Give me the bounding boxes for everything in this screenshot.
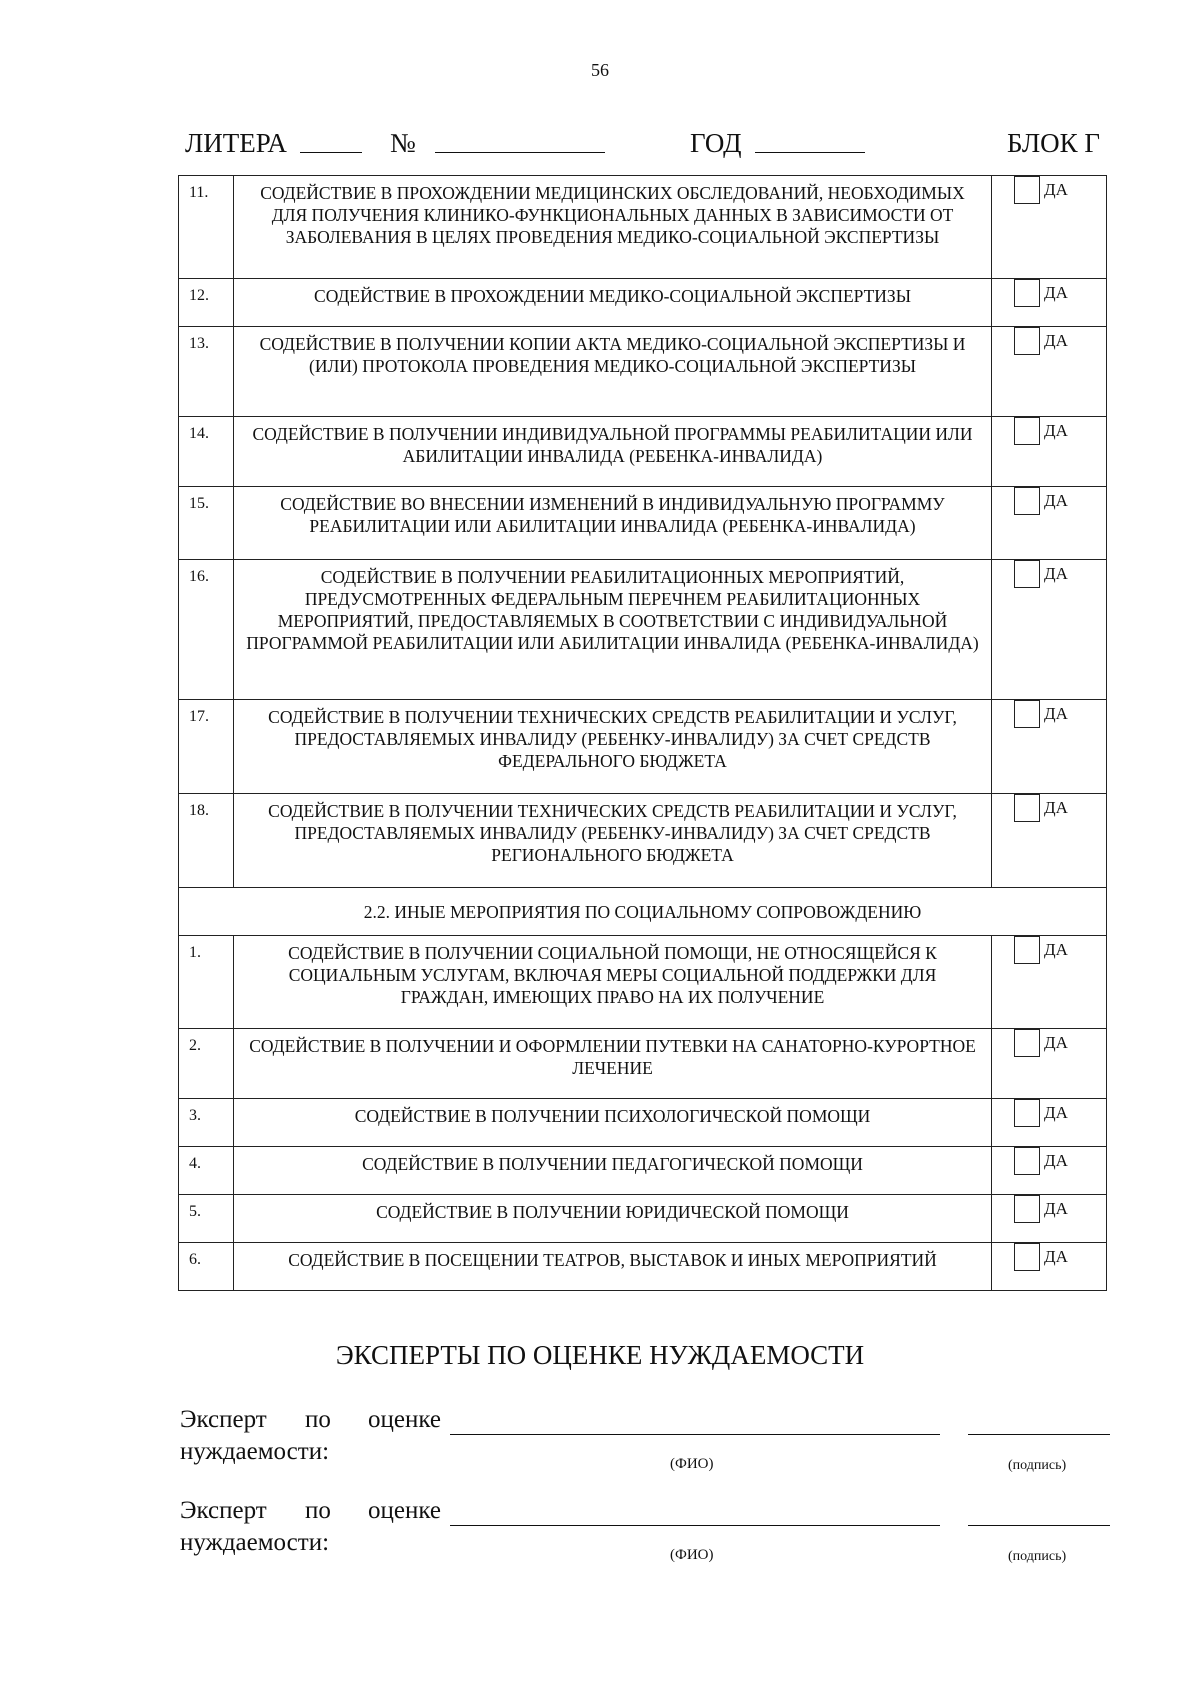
yes-label: ДА — [1044, 798, 1068, 817]
expert-label-word: оценке — [368, 1406, 441, 1433]
section-title: 2.2. ИНЫЕ МЕРОПРИЯТИЯ ПО СОЦИАЛЬНОМУ СОПРОВОЖДЕНИЮ — [179, 888, 1107, 936]
yes-label: ДА — [1044, 704, 1068, 723]
year-field[interactable] — [755, 130, 865, 153]
row-text: СОДЕЙСТВИЕ В ПОЛУЧЕНИИ ПЕДАГОГИЧЕСКОЙ ПОМОЩИ — [234, 1147, 992, 1195]
row-number: 6. — [179, 1243, 234, 1291]
yes-label: ДА — [1044, 180, 1068, 199]
row-number: 1. — [179, 936, 234, 1029]
row-text: СОДЕЙСТВИЕ В ПОСЕЩЕНИИ ТЕАТРОВ, ВЫСТАВОК И ИНЫХ МЕРОПРИЯТИЙ — [234, 1243, 992, 1291]
expert-signature-block — [180, 1497, 1120, 1607]
row-number: 18. — [179, 794, 234, 888]
expert-label-word: оценке — [368, 1497, 441, 1524]
row-number: 4. — [179, 1147, 234, 1195]
year-label: ГОД — [690, 128, 742, 158]
table-row — [179, 417, 1107, 487]
litera-field[interactable] — [300, 130, 362, 153]
yes-checkbox[interactable] — [1014, 700, 1040, 728]
row-text: СОДЕЙСТВИЕ В ПОЛУЧЕНИИ ИНДИВИДУАЛЬНОЙ ПРОГРАММЫ РЕАБИЛИТАЦИИ ИЛИ АБИЛИТАЦИИ ИНВАЛИДА (РЕБЕНКА-ИНВАЛИДА) — [234, 417, 992, 487]
signature-field[interactable] — [968, 1525, 1110, 1526]
number-field[interactable] — [435, 130, 605, 153]
measures-table — [178, 175, 1107, 1291]
row-number: 16. — [179, 560, 234, 700]
yes-label: ДА — [1044, 491, 1068, 510]
row-text: СОДЕЙСТВИЕ В ПОЛУЧЕНИИ ТЕХНИЧЕСКИХ СРЕДСТВ РЕАБИЛИТАЦИИ И УСЛУГ, ПРЕДОСТАВЛЯЕМЫХ ИНВАЛИДУ (РЕБЕНКУ-ИНВАЛИДУ) ЗА СЧЕТ СРЕДСТВ ФЕДЕРАЛЬНОГО БЮДЖЕТА — [234, 700, 992, 794]
page-number: 56 — [591, 60, 609, 80]
table-row — [179, 1243, 1107, 1291]
table-row — [179, 279, 1107, 327]
table-row — [179, 700, 1107, 794]
fio-caption: (ФИО) — [670, 1456, 714, 1472]
row-number: 2. — [179, 1029, 234, 1099]
table-row — [179, 794, 1107, 888]
yes-checkbox[interactable] — [1014, 560, 1040, 588]
expert-label-word: Эксперт — [180, 1406, 267, 1433]
section-header-row — [179, 888, 1107, 936]
yes-label: ДА — [1044, 564, 1068, 583]
row-number: 13. — [179, 327, 234, 417]
expert-label-word: Эксперт — [180, 1497, 267, 1524]
table-row — [179, 327, 1107, 417]
yes-checkbox[interactable] — [1014, 1147, 1040, 1175]
table-row — [179, 487, 1107, 560]
yes-label: ДА — [1044, 1199, 1068, 1218]
row-text: СОДЕЙСТВИЕ В ПРОХОЖДЕНИИ МЕДИКО-СОЦИАЛЬНОЙ ЭКСПЕРТИЗЫ — [234, 279, 992, 327]
signature-caption: (подпись) — [1008, 1458, 1067, 1473]
yes-label: ДА — [1044, 283, 1068, 302]
yes-label: ДА — [1044, 421, 1068, 440]
yes-checkbox[interactable] — [1014, 1195, 1040, 1223]
signature-field[interactable] — [968, 1434, 1110, 1435]
yes-label: ДА — [1044, 331, 1068, 350]
row-text: СОДЕЙСТВИЕ В ПОЛУЧЕНИИ ТЕХНИЧЕСКИХ СРЕДСТВ РЕАБИЛИТАЦИИ И УСЛУГ, ПРЕДОСТАВЛЯЕМЫХ ИНВАЛИДУ (РЕБЕНКУ-ИНВАЛИДУ) ЗА СЧЕТ СРЕДСТВ РЕГИОНАЛЬНОГО БЮДЖЕТА — [234, 794, 992, 888]
number-label: № — [390, 128, 416, 158]
yes-label: ДА — [1044, 1151, 1068, 1170]
row-number: 17. — [179, 700, 234, 794]
yes-label: ДА — [1044, 1247, 1068, 1266]
yes-checkbox[interactable] — [1014, 487, 1040, 515]
form-header — [185, 128, 1105, 164]
yes-checkbox[interactable] — [1014, 794, 1040, 822]
expert-label-word: по — [305, 1497, 331, 1524]
yes-checkbox[interactable] — [1014, 1029, 1040, 1057]
row-text: СОДЕЙСТВИЕ В ПОЛУЧЕНИИ ПСИХОЛОГИЧЕСКОЙ ПОМОЩИ — [234, 1099, 992, 1147]
yes-checkbox[interactable] — [1014, 1099, 1040, 1127]
litera-label: ЛИТЕРА — [185, 128, 287, 158]
expert-label-word: нуждаемости: — [180, 1529, 330, 1556]
yes-checkbox[interactable] — [1014, 1243, 1040, 1271]
row-text: СОДЕЙСТВИЕ В ПОЛУЧЕНИИ РЕАБИЛИТАЦИОННЫХ МЕРОПРИЯТИЙ, ПРЕДУСМОТРЕННЫХ ФЕДЕРАЛЬНЫМ ПЕРЕЧНЕМ РЕАБИЛИТАЦИОННЫХ МЕРОПРИЯТИЙ, ПРЕДОСТАВЛЯЕМЫХ В СООТВЕТСТВИИ С ИНДИВИДУАЛЬНОЙ ПРОГРАММОЙ РЕАБИЛИТАЦИИ ИЛИ АБИЛИТАЦИИ ИНВАЛИДА (РЕБЕНКА-ИНВАЛИДА) — [234, 560, 992, 700]
yes-checkbox[interactable] — [1014, 279, 1040, 307]
fio-field[interactable] — [450, 1434, 940, 1435]
row-number: 12. — [179, 279, 234, 327]
yes-checkbox[interactable] — [1014, 176, 1040, 204]
fio-field[interactable] — [450, 1525, 940, 1526]
row-text: СОДЕЙСТВИЕ ВО ВНЕСЕНИИ ИЗМЕНЕНИЙ В ИНДИВИДУАЛЬНУЮ ПРОГРАММУ РЕАБИЛИТАЦИИ ИЛИ АБИЛИТАЦИИ ИНВАЛИДА (РЕБЕНКА-ИНВАЛИДА) — [234, 487, 992, 560]
yes-label: ДА — [1044, 940, 1068, 959]
row-text: СОДЕЙСТВИЕ В ПОЛУЧЕНИИ КОПИИ АКТА МЕДИКО-СОЦИАЛЬНОЙ ЭКСПЕРТИЗЫ И (ИЛИ) ПРОТОКОЛА ПРОВЕДЕНИЯ МЕДИКО-СОЦИАЛЬНОЙ ЭКСПЕРТИЗЫ — [234, 327, 992, 417]
row-number: 11. — [179, 176, 234, 279]
row-text: СОДЕЙСТВИЕ В ПОЛУЧЕНИИ ЮРИДИЧЕСКОЙ ПОМОЩИ — [234, 1195, 992, 1243]
fio-caption: (ФИО) — [670, 1547, 714, 1563]
table-row — [179, 936, 1107, 1029]
expert-label-word: нуждаемости: — [180, 1438, 330, 1465]
yes-checkbox[interactable] — [1014, 327, 1040, 355]
table-row — [179, 176, 1107, 279]
row-number: 3. — [179, 1099, 234, 1147]
yes-label: ДА — [1044, 1103, 1068, 1122]
table-row — [179, 560, 1107, 700]
block-label: БЛОК Г — [1007, 128, 1101, 158]
signature-caption: (подпись) — [1008, 1549, 1067, 1564]
expert-label-word: по — [305, 1406, 331, 1433]
table-row — [179, 1029, 1107, 1099]
yes-label: ДА — [1044, 1033, 1068, 1052]
yes-checkbox[interactable] — [1014, 417, 1040, 445]
row-text: СОДЕЙСТВИЕ В ПРОХОЖДЕНИИ МЕДИЦИНСКИХ ОБСЛЕДОВАНИЙ, НЕОБХОДИМЫХ ДЛЯ ПОЛУЧЕНИЯ КЛИНИКО-ФУНКЦИОНАЛЬНЫХ ДАННЫХ В ЗАВИСИМОСТИ ОТ ЗАБОЛЕВАНИЯ В ЦЕЛЯХ ПРОВЕДЕНИЯ МЕДИКО-СОЦИАЛЬНОЙ ЭКСПЕРТИЗЫ — [234, 176, 992, 279]
table-row — [179, 1147, 1107, 1195]
table-row — [179, 1195, 1107, 1243]
table-row — [179, 1099, 1107, 1147]
row-text: СОДЕЙСТВИЕ В ПОЛУЧЕНИИ И ОФОРМЛЕНИИ ПУТЕВКИ НА САНАТОРНО-КУРОРТНОЕ ЛЕЧЕНИЕ — [234, 1029, 992, 1099]
row-text: СОДЕЙСТВИЕ В ПОЛУЧЕНИИ СОЦИАЛЬНОЙ ПОМОЩИ, НЕ ОТНОСЯЩЕЙСЯ К СОЦИАЛЬНЫМ УСЛУГАМ, ВКЛЮЧАЯ МЕРЫ СОЦИАЛЬНОЙ ПОДДЕРЖКИ ДЛЯ ГРАЖДАН, ИМЕЮЩИХ ПРАВО НА ИХ ПОЛУЧЕНИЕ — [234, 936, 992, 1029]
row-number: 5. — [179, 1195, 234, 1243]
row-number: 14. — [179, 417, 234, 487]
yes-checkbox[interactable] — [1014, 936, 1040, 964]
row-number: 15. — [179, 487, 234, 560]
experts-title: ЭКСПЕРТЫ ПО ОЦЕНКЕ НУЖДАЕМОСТИ — [335, 1340, 865, 1370]
